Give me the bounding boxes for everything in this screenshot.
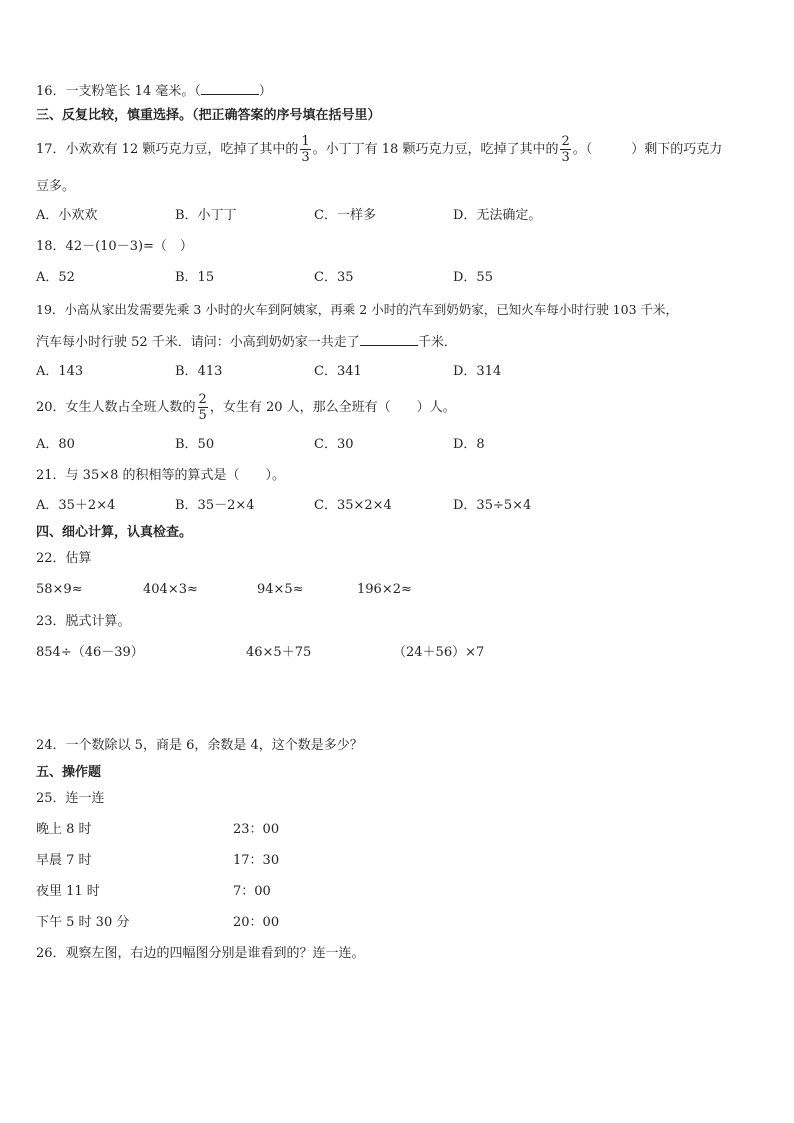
time-description[interactable]: 晚上 8 时 [36, 822, 92, 837]
question-19-line1: 19．小高从家出发需要先乘 3 小时的火车到阿姨家，再乘 2 小时的汽车到奶奶家，已知火车每小时行驶 103 千米， [36, 302, 679, 317]
estimate-item: 94×5≈ [257, 582, 304, 597]
time-description[interactable]: 夜里 11 时 [36, 884, 100, 899]
question-20 [36, 392, 456, 424]
q17-option-b[interactable]: B．小丁丁 [175, 208, 237, 223]
q17-part3: 。（ ）剩下的巧克力 [572, 142, 723, 157]
q17-part2: 。小丁丁有 18 颗巧克力豆，吃掉了其中的 [312, 142, 559, 157]
q17-option-a[interactable]: A．小欢欢 [36, 208, 98, 223]
time-description[interactable]: 下午 5 时 30 分 [36, 915, 130, 930]
section-5-heading: 五、操作题 [36, 765, 102, 780]
q20-option-a[interactable]: A．80 [36, 437, 75, 452]
q16-text: 16．一支粉笔长 14 毫米。（ [36, 84, 201, 99]
estimate-item: 196×2≈ [357, 582, 412, 597]
question-24: 24．一个数除以 5，商是 6，余数是 4，这个数是多少？ [36, 738, 363, 753]
section-4-heading: 四、细心计算，认真检查。 [36, 525, 193, 540]
clock-time[interactable]: 23：00 [233, 822, 280, 837]
q18-option-c[interactable]: C．35 [314, 270, 354, 285]
q19-text: 汽车每小时行驶 52 千米．请问：小高到奶奶家一共走了 [36, 335, 360, 350]
estimate-item: 404×3≈ [143, 582, 198, 597]
q17-part1: 17．小欢欢有 12 颗巧克力豆，吃掉了其中的 [36, 142, 299, 157]
q16-close: ） [258, 84, 272, 99]
q21-option-b[interactable]: B．35－2×4 [175, 498, 255, 513]
q19-unit: 千米． [417, 335, 457, 350]
answer-blank[interactable] [201, 82, 259, 95]
q20-option-c[interactable]: C．30 [314, 437, 354, 452]
fraction-two-fifths [198, 392, 208, 423]
q17-option-d[interactable]: D．无法确定。 [453, 208, 542, 223]
question-17 [36, 134, 722, 165]
q17-line2: 豆多。 [36, 179, 76, 194]
q20-part2: ，女生有 20 人，那么全班有（ ）人。 [209, 400, 456, 415]
q18-option-b[interactable]: B．15 [175, 270, 215, 285]
q18-option-a[interactable]: A．52 [36, 270, 75, 285]
estimate-item: 58×9≈ [36, 582, 83, 597]
question-19-line2 [36, 333, 457, 351]
q21-option-c[interactable]: C．35×2×4 [314, 498, 392, 513]
clock-time[interactable]: 20：00 [233, 915, 280, 930]
q20-option-b[interactable]: B．50 [175, 437, 215, 452]
question-22-title: 22．估算 [36, 551, 92, 566]
q17-option-c[interactable]: C．一样多 [314, 208, 376, 223]
calc-item: （24＋56）×7 [393, 645, 485, 660]
section-3-heading: 三、反复比较，慎重选择。（把正确答案的序号填在括号里） [36, 108, 381, 123]
q19-option-b[interactable]: B．413 [175, 364, 223, 379]
q18-option-d[interactable]: D．55 [453, 270, 493, 285]
question-23-title: 23．脱式计算。 [36, 614, 131, 629]
clock-time[interactable]: 7：00 [233, 884, 271, 899]
q21-option-a[interactable]: A．35＋2×4 [36, 498, 116, 513]
clock-time[interactable]: 17：30 [233, 853, 280, 868]
q19-option-d[interactable]: D．314 [453, 364, 502, 379]
fraction-denominator: 5 [198, 408, 207, 423]
calc-item: 46×5＋75 [246, 645, 312, 660]
fraction-denominator: 3 [301, 150, 310, 165]
calc-item: 854÷（46－39） [36, 645, 144, 660]
fraction-numerator: 2 [561, 134, 570, 149]
q19-option-a[interactable]: A．143 [36, 364, 84, 379]
q19-option-c[interactable]: C．341 [314, 364, 362, 379]
fraction-two-thirds [560, 134, 570, 165]
answer-blank[interactable] [360, 333, 418, 346]
question-26: 26．观察左图，右边的四幅图分别是谁看到的？连一连。 [36, 946, 365, 961]
time-description[interactable]: 早晨 7 时 [36, 853, 92, 868]
fraction-numerator: 1 [301, 134, 310, 149]
question-16 [36, 82, 272, 100]
question-21: 21．与 35×8 的积相等的算式是（ ）。 [36, 468, 286, 483]
q20-option-d[interactable]: D．8 [453, 437, 485, 452]
fraction-one-third [300, 134, 310, 165]
fraction-numerator: 2 [198, 392, 207, 407]
q21-option-d[interactable]: D．35÷5×4 [453, 498, 532, 513]
fraction-denominator: 3 [561, 150, 570, 165]
question-18: 18．42－(10－3)=（ ） [36, 239, 193, 254]
q20-part1: 20．女生人数占全班人数的 [36, 400, 196, 415]
question-25-title: 25．连一连 [36, 791, 105, 806]
